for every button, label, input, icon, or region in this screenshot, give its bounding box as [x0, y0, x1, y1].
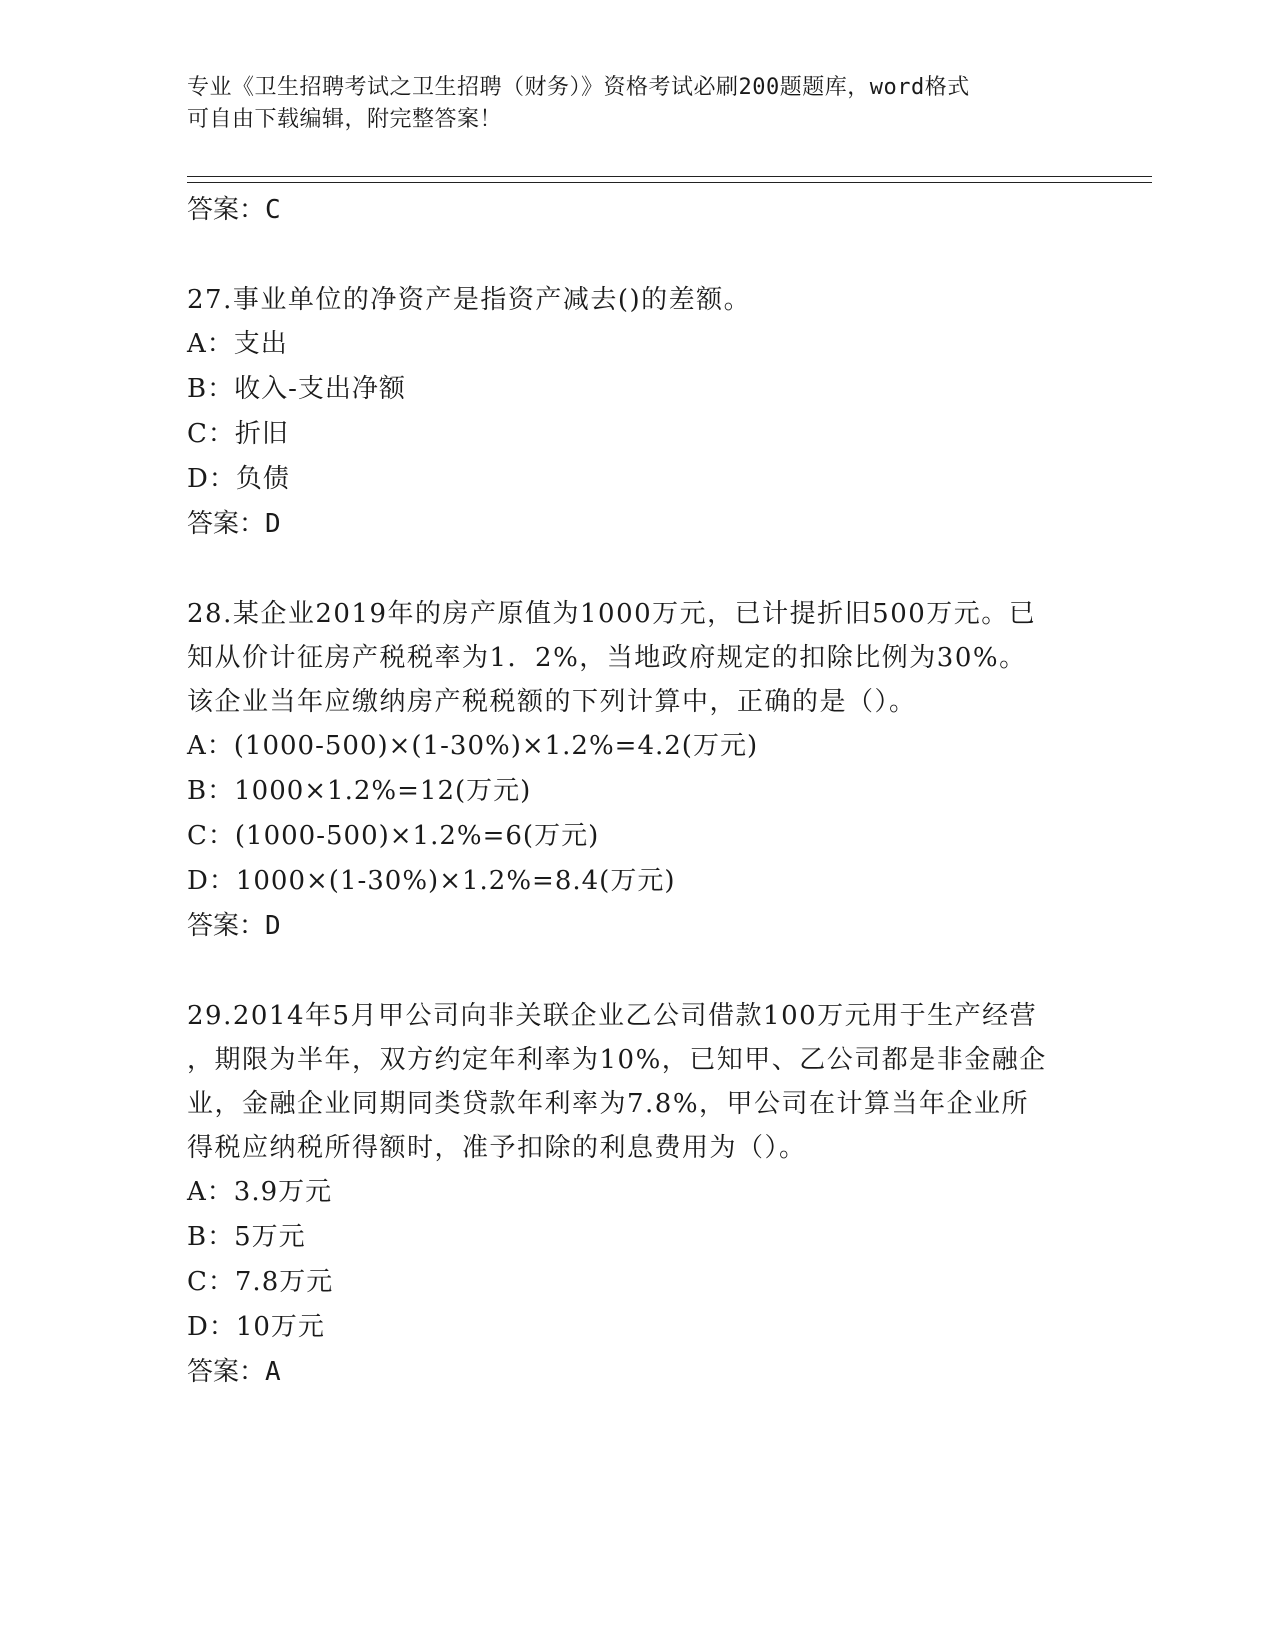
- option-c: C：折旧: [187, 419, 289, 449]
- option-a: A：3.9万元: [187, 1177, 333, 1207]
- question-text: 29.2014年5月甲公司向非关联企业乙公司借款100万元用于生产经营: [187, 1001, 1038, 1031]
- answer-line: 答案：D: [187, 911, 281, 941]
- header-line-1: 专业《卫生招聘考试之卫生招聘（财务）》资格考试必刷200题题库，word格式: [187, 75, 970, 100]
- header-divider-top: [187, 176, 1152, 177]
- option-b: B：1000×1.2%=12(万元): [187, 776, 532, 806]
- option-d: D：负债: [187, 464, 290, 494]
- answer-line: 答案：D: [187, 509, 281, 539]
- question-text: 27.事业单位的净资产是指资产减去()的差额。: [187, 285, 752, 315]
- question-item: [187, 994, 1087, 1394]
- option-b: B：收入-支出净额: [187, 374, 406, 404]
- question-text: 28.某企业2019年的房产原值为1000万元，已计提折旧500万元。已: [187, 599, 1037, 629]
- document-header: [187, 72, 1087, 136]
- option-b: B：5万元: [187, 1222, 306, 1252]
- question-text: 业，金融企业同期同类贷款年利率为7.8%，甲公司在计算当年企业所: [187, 1089, 1030, 1119]
- option-d: D：10万元: [187, 1312, 325, 1342]
- option-a: A：支出: [187, 329, 288, 359]
- option-d: D：1000×(1-30%)×1.2%=8.4(万元): [187, 866, 676, 896]
- question-text: 得税应纳税所得额时，准予扣除的利息费用为（）。: [187, 1133, 807, 1163]
- option-c: C：(1000-500)×1.2%=6(万元): [187, 821, 600, 851]
- option-c: C：7.8万元: [187, 1267, 334, 1297]
- answer-line: 答案：A: [187, 1357, 281, 1387]
- question-text: ，期限为半年，双方约定年利率为10%，已知甲、乙公司都是非金融企: [187, 1045, 1047, 1075]
- question-text: 知从价计征房产税税率为1．2%，当地政府规定的扣除比例为30%。: [187, 643, 1027, 673]
- question-list: [187, 188, 1087, 1394]
- header-line-2: 可自由下载编辑，附完整答案！: [187, 107, 503, 132]
- question-text: 该企业当年应缴纳房产税税额的下列计算中，正确的是（）。: [187, 687, 917, 717]
- answer-line: 答案：C: [187, 195, 281, 225]
- question-item: [187, 592, 1087, 948]
- question-item: [187, 278, 1087, 546]
- header-divider-bottom: [187, 182, 1152, 183]
- option-a: A：(1000-500)×(1-30%)×1.2%=4.2(万元): [187, 731, 759, 761]
